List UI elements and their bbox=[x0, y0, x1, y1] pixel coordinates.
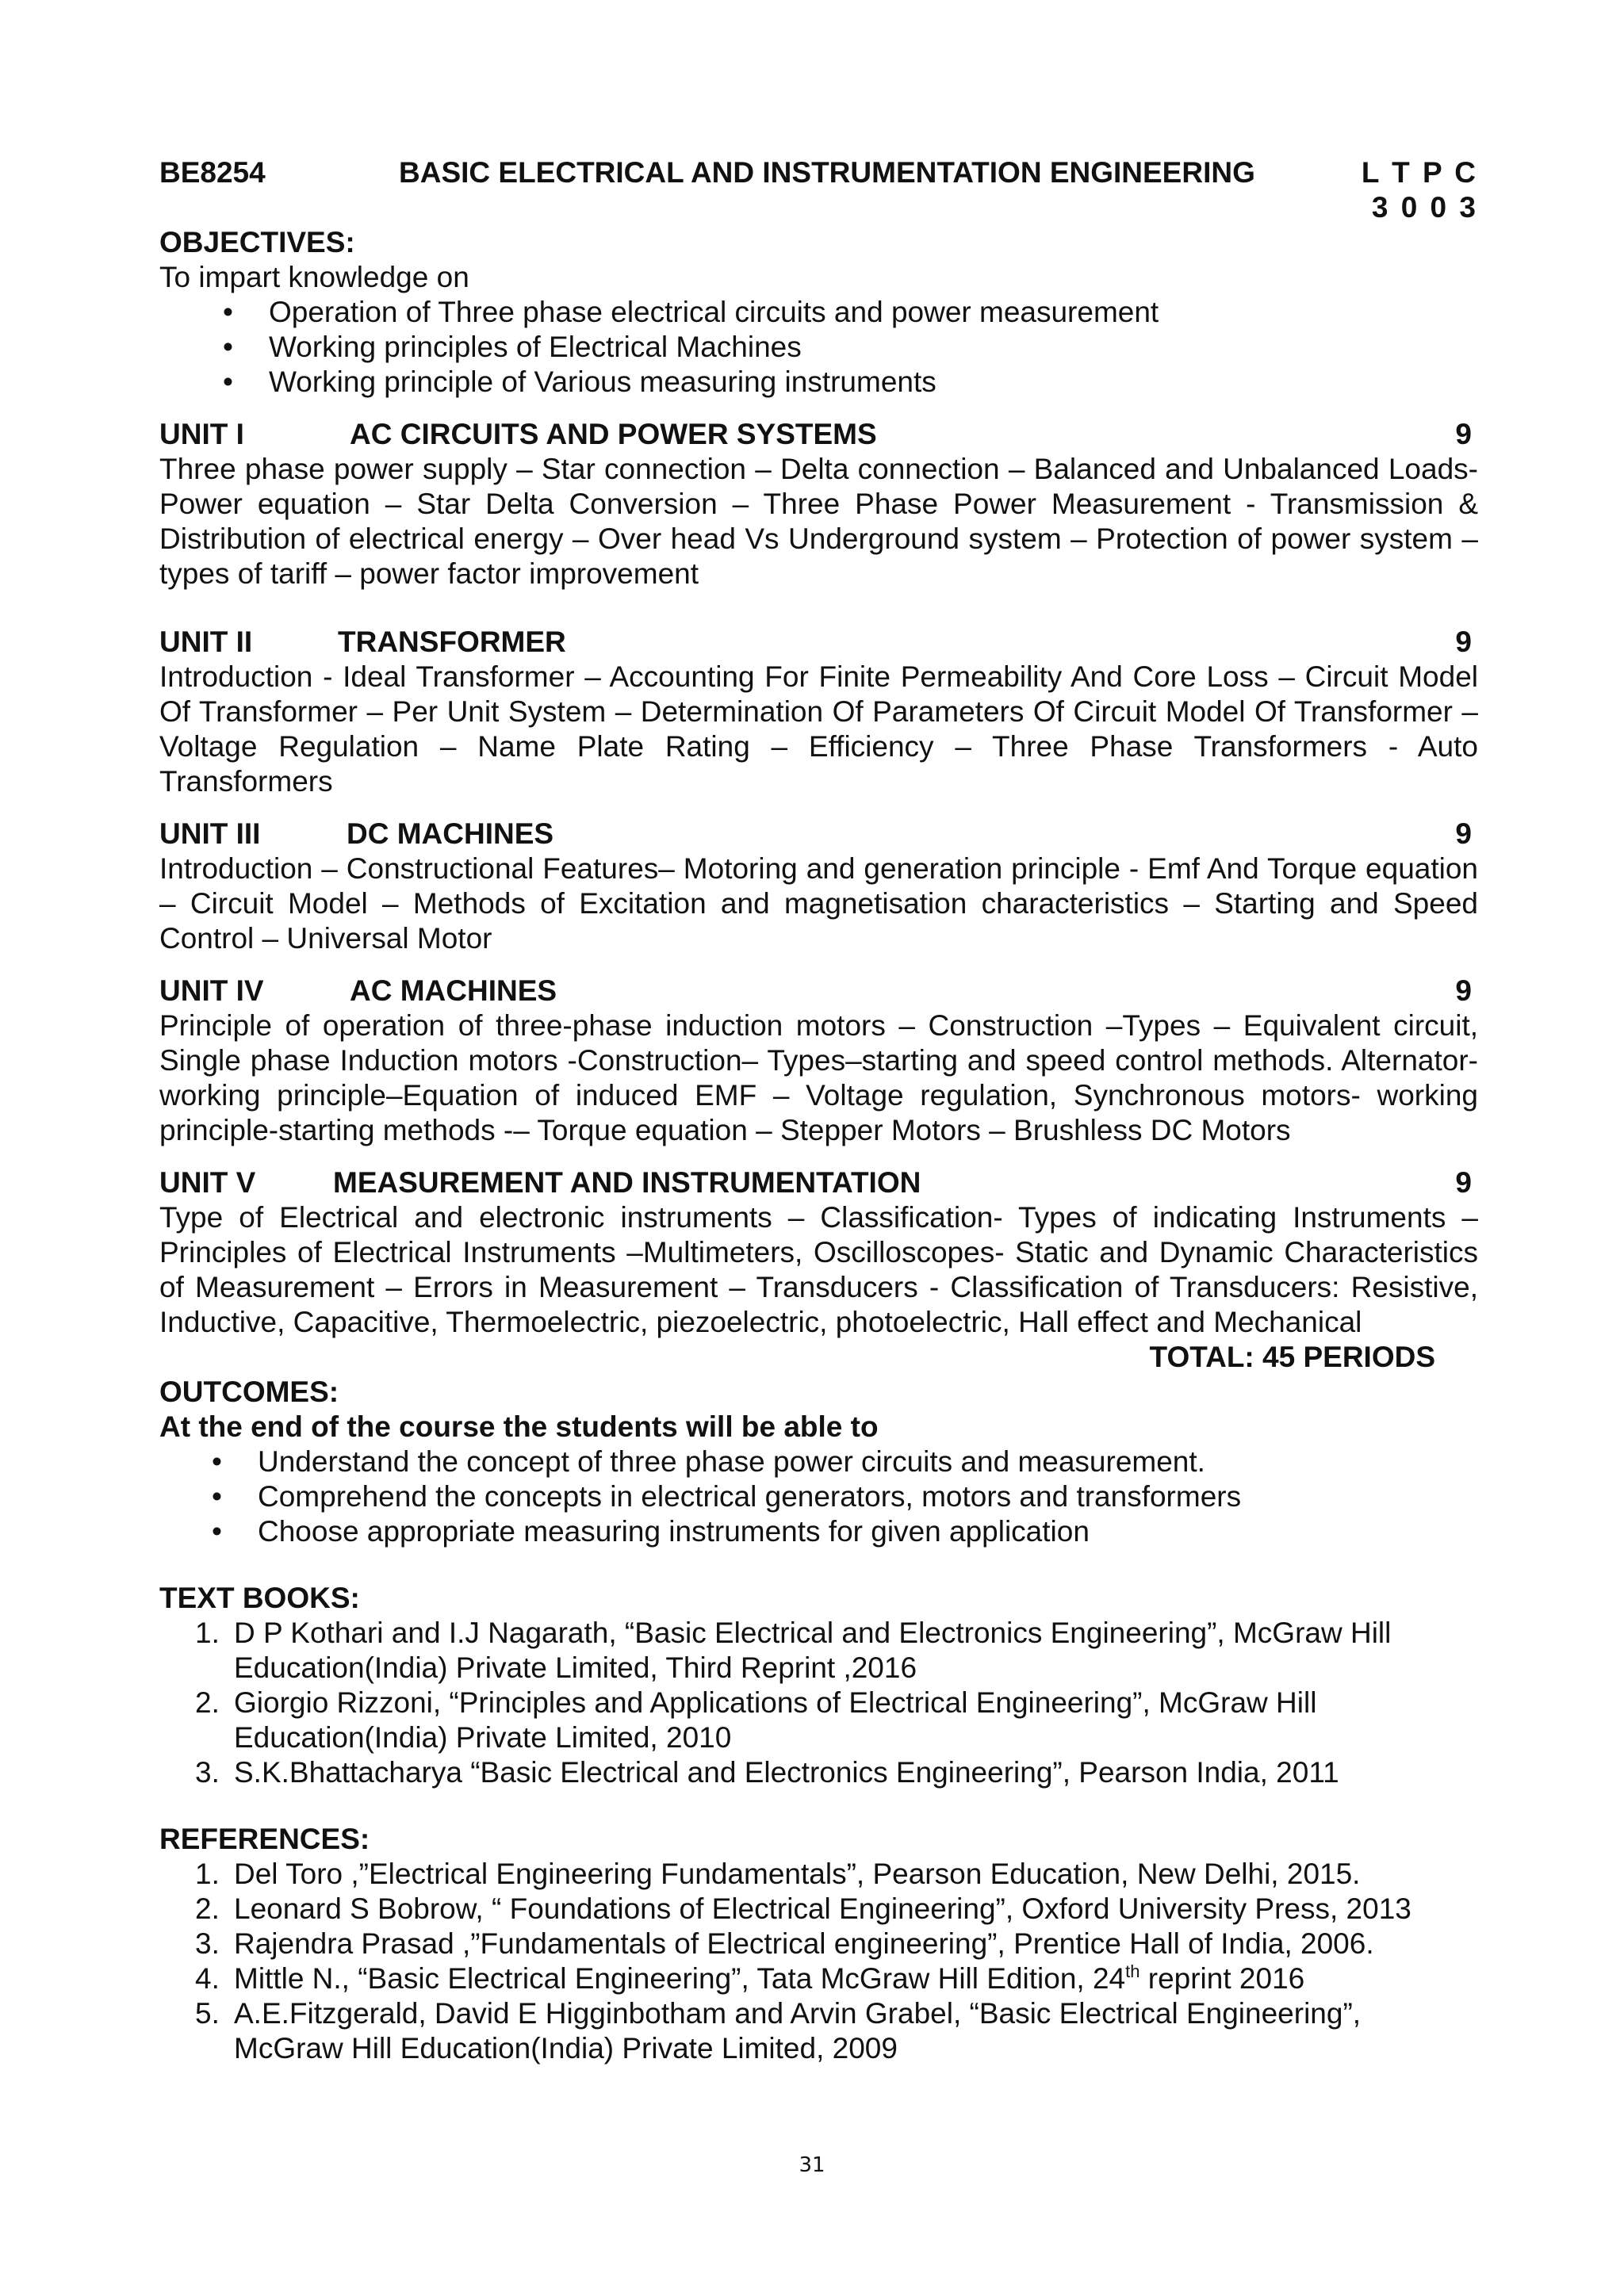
unit-1-content: Three phase power supply – Star connection – Delta connection – Balanced and Unbalanced Loads- Power equation – Star Delta Conversion – Three Phase Power Measurement - Transmission & Distribution of electrical energy – Over head Vs Underground system – Protection of power system – types of tariff – power factor improvement bbox=[159, 453, 1478, 590]
unit-5-content: Type of Electrical and electronic instruments – Classification- Types of indicating Instruments – Principles of Electrical Instruments –Multimeters, Oscilloscopes- Static and Dynamic Characteristics of Measurement – Errors in Measurement – Transducers - Classification of Transducers: Resistive, Inductive, Capacitive, Thermoelectric, piezoelectric, photoelectric, Hall effect and Mechanical bbox=[159, 1201, 1478, 1338]
unit-4-content: Principle of operation of three-phase induction motors – Construction –Types – Equivalent circuit, Single phase Induction motors -Construction– Types–starting and speed control methods. Alternator- working principle–Equation of induced EMF – Voltage regulation, Synchronous motors- working principle-starting methods -– Torque equation – Stepper Motors – Brushless DC Motors bbox=[159, 1009, 1478, 1146]
reference-item bbox=[159, 1892, 1478, 1927]
references-list bbox=[159, 1857, 1478, 2066]
unit-label: UNIT III bbox=[159, 817, 261, 850]
text-book-item bbox=[159, 1755, 1478, 1790]
item-text: Giorgio Rizzoni, “Principles and Applications of Electrical Engineering”, McGraw Hill Education(India) Private Limited, 2010 bbox=[234, 1686, 1317, 1754]
unit-label: UNIT I bbox=[159, 418, 244, 450]
outcome-item: • Comprehend the concepts in electrical generators, motors and transformers bbox=[159, 1479, 1478, 1514]
item-number: 2. bbox=[195, 1892, 220, 1925]
item-text: A.E.Fitzgerald, David E Higginbotham and Arvin Grabel, “Basic Electrical Engineering”, McGraw Hill Education(India) Private Limited, 2009 bbox=[234, 1997, 1362, 2064]
objective-item: • Working principles of Electrical Machines bbox=[159, 330, 1478, 365]
outcomes-intro: At the end of the course the students will be able to bbox=[159, 1410, 879, 1443]
unit-3-heading bbox=[159, 817, 1478, 851]
objectives-list bbox=[159, 295, 1478, 400]
ltpc-values: 3 0 0 3 bbox=[1371, 191, 1478, 224]
outcome-item: • Understand the concept of three phase power circuits and measurement. bbox=[159, 1445, 1478, 1479]
unit-title: DC MACHINES bbox=[347, 817, 554, 850]
syllabus-page bbox=[159, 155, 1478, 2066]
course-code: BE8254 bbox=[159, 156, 266, 189]
item-text: S.K.Bhattacharya “Basic Electrical and Electronics Engineering”, Pearson India, 2011 bbox=[234, 1756, 1339, 1789]
item-text: Leonard S Bobrow, “ Foundations of Electrical Engineering”, Oxford University Press, 2013 bbox=[234, 1892, 1411, 1925]
unit-hours: 9 bbox=[1455, 1166, 1472, 1199]
reference-item bbox=[159, 1927, 1478, 1961]
item-number: 1. bbox=[195, 1617, 220, 1649]
course-title: BASIC ELECTRICAL AND INSTRUMENTATION ENGINEERING bbox=[399, 156, 1255, 189]
item-number: 5. bbox=[195, 1997, 220, 2030]
total-periods: TOTAL: 45 PERIODS bbox=[1149, 1341, 1435, 1373]
objective-item: • Operation of Three phase electrical circuits and power measurement bbox=[159, 295, 1478, 330]
unit-title: MEASUREMENT AND INSTRUMENTATION bbox=[333, 1166, 921, 1199]
item-number: 1. bbox=[195, 1858, 220, 1890]
item-number: 2. bbox=[195, 1686, 220, 1719]
reference-item bbox=[159, 1996, 1478, 2066]
outcome-item: • Choose appropriate measuring instruments for given application bbox=[159, 1514, 1478, 1549]
unit-hours: 9 bbox=[1455, 626, 1472, 658]
outcomes-heading: OUTCOMES: bbox=[159, 1376, 339, 1408]
item-text: Del Toro ,”Electrical Engineering Fundamentals”, Pearson Education, New Delhi, 2015. bbox=[234, 1858, 1361, 1890]
superscript: th bbox=[1125, 1961, 1140, 1981]
unit-5-heading bbox=[159, 1165, 1478, 1200]
text-books-heading: TEXT BOOKS: bbox=[159, 1582, 360, 1614]
ltpc-label: L T P C bbox=[1361, 156, 1478, 189]
unit-label: UNIT IV bbox=[159, 974, 264, 1007]
unit-title: AC CIRCUITS AND POWER SYSTEMS bbox=[350, 418, 877, 450]
unit-2-heading bbox=[159, 625, 1478, 660]
objectives-intro: To impart knowledge on bbox=[159, 261, 469, 293]
unit-label: UNIT V bbox=[159, 1166, 256, 1199]
text-book-item bbox=[159, 1686, 1478, 1755]
item-number: 4. bbox=[195, 1962, 220, 1995]
objectives-heading: OBJECTIVES: bbox=[159, 226, 355, 258]
unit-label: UNIT II bbox=[159, 626, 253, 658]
item-text: Mittle N., “Basic Electrical Engineering”, Tata McGraw Hill Edition, 24 bbox=[234, 1962, 1126, 1995]
unit-title: TRANSFORMER bbox=[338, 626, 566, 658]
page-number: 31 bbox=[799, 2153, 825, 2177]
unit-hours: 9 bbox=[1455, 817, 1472, 850]
unit-4-heading bbox=[159, 974, 1478, 1008]
course-header bbox=[159, 155, 1478, 190]
unit-3-content: Introduction – Constructional Features– Motoring and generation principle - Emf And Torque equation – Circuit Model – Methods of Excitation and magnetisation characteristics – Starting and Speed Control – Universal Motor bbox=[159, 852, 1478, 955]
item-number: 3. bbox=[195, 1927, 220, 1960]
objective-item: • Working principle of Various measuring instruments bbox=[159, 365, 1478, 400]
text-books-list bbox=[159, 1616, 1478, 1790]
text-book-item bbox=[159, 1616, 1478, 1686]
unit-title: AC MACHINES bbox=[350, 974, 557, 1007]
reference-item bbox=[159, 1857, 1478, 1892]
item-text: D P Kothari and I.J Nagarath, “Basic Electrical and Electronics Engineering”, McGraw Hill Education(India) Private Limited, Third Reprint ,2016 bbox=[234, 1617, 1392, 1684]
item-text: reprint 2016 bbox=[1139, 1962, 1305, 1995]
outcomes-list bbox=[159, 1445, 1478, 1549]
references-heading: REFERENCES: bbox=[159, 1823, 370, 1855]
reference-item bbox=[159, 1961, 1478, 1996]
item-number: 3. bbox=[195, 1756, 220, 1789]
item-text: Rajendra Prasad ,”Fundamentals of Electrical engineering”, Prentice Hall of India, 2006. bbox=[234, 1927, 1374, 1960]
unit-1-heading bbox=[159, 417, 1478, 452]
unit-hours: 9 bbox=[1455, 974, 1472, 1007]
unit-2-content: Introduction - Ideal Transformer – Accounting For Finite Permeability And Core Loss – Circuit Model Of Transformer – Per Unit System – Determination Of Parameters Of Circuit Model Of Transformer – Voltage Regulation – Name Plate Rating – Efficiency – Three Phase Transformers - Auto Transformers bbox=[159, 660, 1478, 798]
unit-hours: 9 bbox=[1455, 418, 1472, 450]
